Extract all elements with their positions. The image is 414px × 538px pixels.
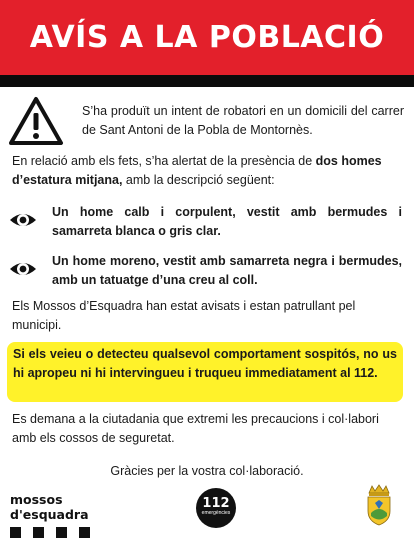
thanks-text: Gràcies per la vostra col·laboració. [110, 464, 304, 478]
description-text: Un home calb i corpulent, vestit amb bermudes i samarreta blanca o gris clar. [52, 205, 402, 238]
divider-bar [0, 75, 414, 87]
precaution-text: Es demana a la ciutadania que extremi les precaucions i col·labori amb els cossos de seguretat. [12, 412, 379, 445]
page-title: AVÍS A LA POBLACIÓ [29, 20, 385, 55]
highlight-box [7, 342, 403, 402]
description-item [8, 252, 402, 292]
intro-section [8, 96, 408, 148]
relacio-bold: dos homes d’estatura mitjana, [12, 154, 382, 187]
description-text: Un home moreno, vestit amb samarreta negra i bermudes, amb un tatuatge d’una creu al coll. [52, 254, 402, 287]
mossos-notice: Els Mossos d’Esquadra han estat avisats i estan patrullant pel municipi. [12, 299, 356, 332]
emergency-sub: emergències [201, 510, 231, 516]
emergency-112-logo [196, 488, 236, 528]
intro-text: S’ha produït un intent de robatori en un domicili del carrer de Sant Antoni de la Pobla de Montornès. [82, 104, 404, 137]
description-item [8, 203, 402, 243]
emergency-number: 112 [202, 496, 230, 511]
warning-triangle-icon [8, 96, 64, 146]
eye-icon [8, 205, 38, 235]
title-banner [0, 0, 414, 75]
mossos-logo [10, 492, 130, 522]
relacio-text [12, 152, 402, 190]
eye-icon [8, 254, 38, 284]
highlight-text: Si els veieu o detecteu qualsevol comportament sospitós, no us hi apropeu ni hi intervingueu i truqueu immediatament al 112. [13, 347, 397, 380]
relacio-before: En relació amb els fets, s’ha alertat de la presència de [12, 154, 316, 168]
mossos-logo-text: mossos d'esquadra [10, 492, 89, 522]
mossos-logo-squares [10, 527, 130, 538]
relacio-after: amb la descripció següent: [122, 173, 275, 187]
municipal-crest-icon [362, 483, 396, 527]
